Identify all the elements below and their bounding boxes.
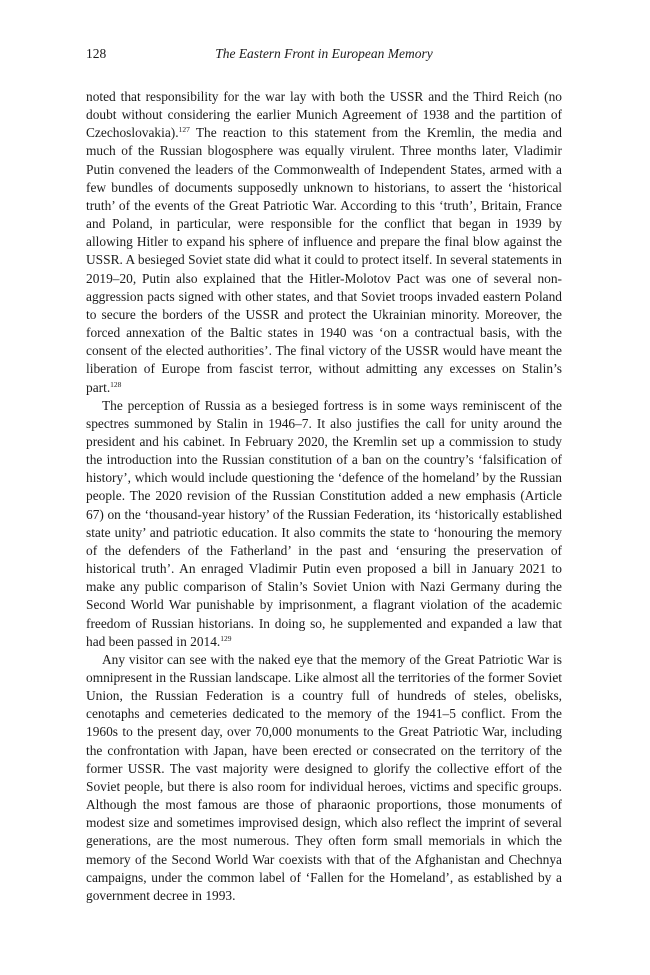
footnote-ref: 127	[178, 125, 190, 135]
footnote-ref: 128	[110, 379, 122, 389]
paragraph	[86, 397, 562, 651]
paragraph-text: Any visitor can see with the naked eye that the memory of the Great Patriotic War is omnipresent in the Russian landscape. Like almost all the territories of the former Soviet Union, the Russian Federation is a country full of hundreds of steles, obelisks, cenotaphs and cemeteries dedicated to the memory of the 1941–5 conflict. From the 1960s to the present day, over 70,000 monuments to the Great Patriotic War, including the confrontation with Japan, have been erected or consecrated on the territory of the former USSR. The vast majority were designed to glorify the collective effort of the Soviet people, but there is also room for individual heroes, victims and specific groups. Although the most famous are those of pharaonic proportions, those monuments of modest size and sometimes improvised design, which also reflect the imprint of several generations, are the most numerous. They often form small memorials in which the memory of the Second World War coexists with that of the Afghanistan and Chechnya campaigns, under the common label of ‘Fallen for the Homeland’, as established by a government decree in 1993.	[86, 651, 562, 903]
running-title: The Eastern Front in European Memory	[215, 46, 433, 61]
page-number: 128	[86, 46, 107, 61]
body-text	[86, 88, 562, 905]
paragraph-text: The perception of Russia as a besieged fortress is in some ways reminiscent of the spectres summoned by Stalin in 1946–7. It also justifies the call for unity around the president and his cabinet. In February 2020, the Kremlin set up a commission to study the introduction into the Russian constitution of a ban on the country’s ‘falsification of history’, which would include questioning the ‘defence of the homeland’ by the Russian people. The 2020 revision of the Russian Constitution added a new emphasis (Article 67) on the ‘thousand-year history’ of the Russian Federation, its ‘historically established state unity’ and patriotic education. It also commits the state to ‘honouring the memory of the defenders of the Fatherland’ in the past and ‘ensuring the preservation of historical truth’. An enraged Vladimir Putin even proposed a bill in January 2021 to make any public comparison of Stalin’s Soviet Union with Nazi Germany during the Second World War punishable by imprisonment, a flagrant violation of the academic freedom of Russian historians. In doing so, he supplemented and expanded a law that had been passed in 2014.	[86, 397, 562, 649]
paragraph-text: The reaction to this statement from the Kremlin, the media and much of the Russian blogosphere was equally virulent. Three months later, Vladimir Putin convened the leaders of the Commonwealth of Independent States, armed with a few bundles of documents supposedly unknown to historians, to assert the ‘historical truth’ of the events of the Great Patriotic War. According to this ‘truth’, Britain, France and Poland, in particular, were responsible for the conflict that began in 1939 by allowing Hitler to expand his sphere of influence and prepare the final blow against the USSR. A besieged Soviet state did what it could to protect itself. In several statements in 2019–20, Putin also explained that the Hitler-Molotov Pact was one of several non-aggression pacts signed with other states, and that Soviet troops invaded eastern Poland to secure the borders of the USSR and protect the Ukrainian minority. Moreover, the forced annexation of the Baltic states in 1940 was ‘on a contractual basis, with the consent of the elected authorities’. The final victory of the USSR would have meant the liberation of Europe from fascist terror, without admitting any excesses on Stalin’s part.	[86, 125, 562, 395]
running-head	[86, 44, 562, 64]
paragraph-text: noted that responsibility for the war lay with both the USSR and the Third Reich (no doubt without considering the earlier Munich Agreement of 1938 and the partition of Czechoslovakia).	[86, 89, 562, 141]
paragraph	[86, 88, 562, 397]
footnote-ref: 129	[220, 633, 232, 643]
paragraph	[86, 651, 562, 905]
